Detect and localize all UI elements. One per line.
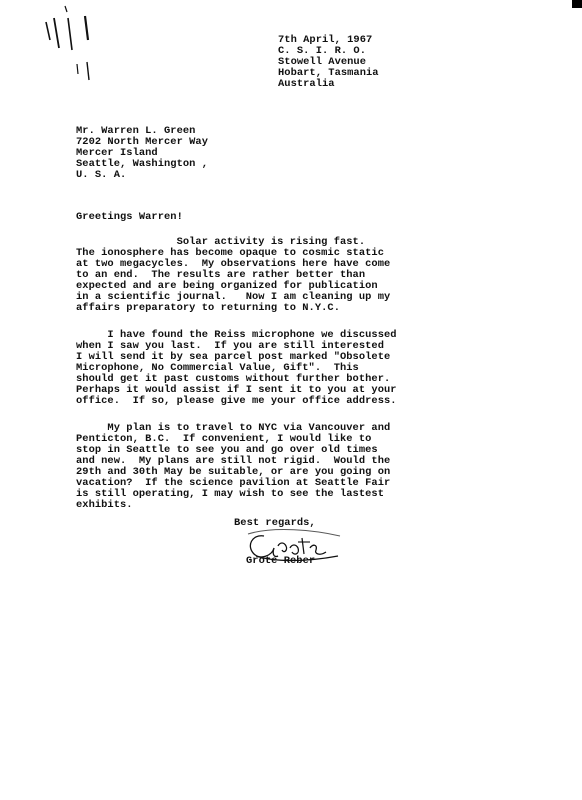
paragraph-3-line-4: and new. My plans are still not rigid. Would the [76,455,391,467]
paragraph-2-line-7: office. If so, please give me your office address. [76,395,397,407]
greeting: Greetings Warren! [76,211,183,223]
paragraph-1-line-1: Solar activity is rising fast. [76,236,366,248]
recipient-city: Seattle, Washington , [76,158,208,170]
sender-date: 7th April, 1967 [278,34,373,46]
paragraph-2-line-2: when I saw you last. If you are still interested [76,340,384,352]
paragraph-3-line-3: stop in Seattle to see you and go over old times [76,444,378,456]
paragraph-2-line-1: I have found the Reiss microphone we discussed [76,329,397,341]
paragraph-2-line-3: I will send it by sea parcel post marked "Obsolete [76,351,391,363]
recipient-street: 7202 North Mercer Way [76,136,208,148]
scan-edge-mark [572,0,582,8]
paragraph-2-line-6: Perhaps it would assist if I sent it to you at your [76,384,397,396]
sender-city: Hobart, Tasmania [278,67,379,79]
paragraph-1-line-2: The ionosphere has become opaque to cosmic static [76,247,384,259]
sender-street: Stowell Avenue [278,56,366,68]
paragraph-3-line-5: 29th and 30th May be suitable, or are you going on [76,466,391,478]
paragraph-1-line-5: expected and are being organized for publication [76,280,378,292]
paragraph-3-line-6: vacation? If the science pavilion at Seattle Fair [76,477,391,489]
paragraph-1-line-7: affairs preparatory to returning to N.Y.C. [76,302,340,314]
signature-name: Grote Reber [246,555,316,567]
paragraph-2-line-4: Microphone, No Commercial Value, Gift". This [76,362,359,374]
paragraph-3-line-7: is still operating, I may wish to see the lastest [76,488,384,500]
paragraph-2-line-5: should get it past customs without further bother. [76,373,391,385]
handwritten-margin-marks [40,4,110,84]
paragraph-1-line-3: at two megacycles. My observations here have come [76,258,391,270]
paragraph-3-line-8: exhibits. [76,499,133,511]
sender-country: Australia [278,78,335,90]
paragraph-3-line-1: My plan is to travel to NYC via Vancouver and [76,422,391,434]
recipient-country: U. S. A. [76,169,127,181]
paragraph-1-line-6: in a scientific journal. Now I am cleaning up my [76,291,391,303]
recipient-name: Mr. Warren L. Green [76,125,196,137]
paragraph-1-line-4: to an end. The results are rather better than [76,269,366,281]
closing: Best regards, [234,517,316,529]
paragraph-3-line-2: Penticton, B.C. If convenient, I would like to [76,433,372,445]
sender-organization: C. S. I. R. O. [278,45,366,57]
recipient-locality: Mercer Island [76,147,158,159]
